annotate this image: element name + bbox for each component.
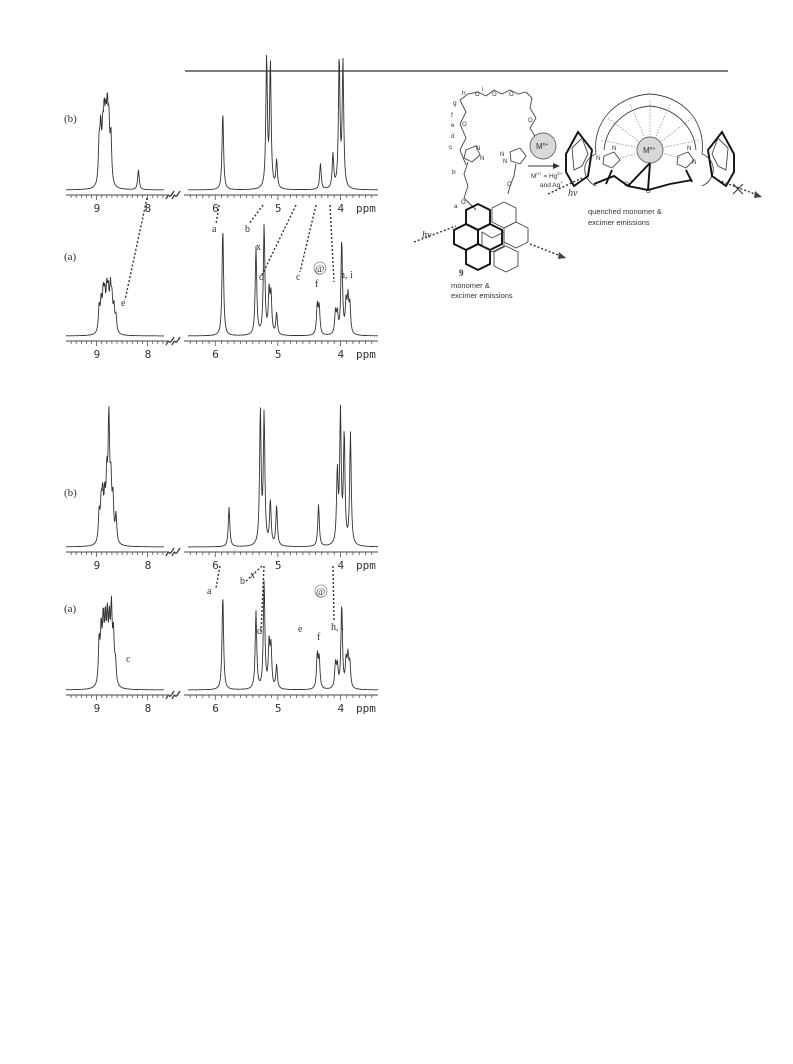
sensing-scheme	[414, 86, 762, 300]
peak-label: a	[212, 224, 217, 235]
axis-unit-label: ppm	[356, 348, 376, 361]
oxygen-atom: O	[462, 122, 467, 128]
peak-label: c	[126, 654, 131, 665]
peak-label: a	[207, 586, 212, 597]
tick-label: 5	[274, 559, 282, 572]
correlation-line	[249, 205, 263, 224]
chain-label: d	[451, 133, 455, 140]
caption-line: quenched monomer &	[588, 207, 662, 216]
tick-label: 4	[337, 348, 345, 361]
chain-label: h	[462, 90, 466, 97]
peak-label-solvent: @	[315, 264, 325, 275]
peak-label: h, i	[331, 622, 344, 633]
nitrogen-atom: N	[500, 152, 505, 158]
tick-label: 6	[212, 559, 219, 572]
trace-label-b: (b)	[64, 487, 77, 499]
chain-label: g	[453, 100, 457, 107]
axis-unit-label: ppm	[356, 702, 376, 715]
spectrum-trace-b	[66, 405, 378, 547]
tick-label: 4	[337, 559, 345, 572]
nitrogen-atom: N	[612, 146, 617, 152]
compound-number: 9	[459, 268, 464, 278]
tick-label: 6	[212, 202, 219, 215]
nitrogen-atom: N	[476, 146, 481, 152]
chain-label: c	[449, 144, 453, 151]
axis-unit-label: ppm	[356, 202, 376, 215]
reagent-line: $M^{n+} = Hg^{2+}$	[531, 171, 563, 180]
tick-label: 5	[274, 202, 282, 215]
peak-label: f	[317, 632, 321, 643]
peak-label: e	[121, 298, 126, 309]
peak-label: f	[315, 279, 319, 290]
chain-label: a	[454, 203, 458, 210]
axis-break-icon	[166, 191, 180, 199]
ppm-axis	[66, 691, 378, 715]
spectrum-trace-b	[66, 55, 378, 190]
peak-label: b	[240, 576, 245, 587]
triazole-ring-left	[603, 152, 620, 168]
metal-complex-structure	[548, 94, 762, 227]
oxygen-atom: O	[509, 92, 514, 98]
oxygen-atom: O	[461, 200, 466, 206]
tick-label: 8	[144, 702, 152, 715]
tick-label: 9	[93, 559, 101, 572]
reagent-metal-ion	[528, 133, 563, 189]
pyrene-right	[482, 202, 528, 272]
chain-label: i	[482, 86, 484, 93]
nmr-panel-bottom	[64, 405, 378, 715]
oxygen-atom: O	[492, 92, 497, 98]
peak-label: d	[259, 272, 264, 283]
axis-unit-label: ppm	[356, 559, 376, 572]
oxygen-atom: O	[646, 189, 651, 195]
oxygen-atom: O	[475, 92, 480, 98]
linker	[464, 162, 476, 210]
tick-label: 8	[144, 202, 152, 215]
linker	[508, 164, 516, 194]
hv-label: hν	[568, 188, 578, 199]
peak-label: e	[298, 624, 303, 635]
peak-label: x	[256, 242, 261, 253]
ppm-axis	[66, 548, 378, 572]
tick-label: 6	[212, 702, 219, 715]
correlation-line	[300, 205, 316, 272]
spectrum-trace-a	[66, 224, 378, 336]
peak-label-solvent: @	[316, 587, 326, 598]
tick-label: 9	[93, 348, 101, 361]
emission-arrowhead	[754, 191, 762, 198]
correlation-line	[330, 205, 334, 282]
ppm-axis	[66, 191, 378, 215]
axis-break-icon	[166, 548, 180, 556]
peak-label: x	[250, 570, 255, 581]
axis-break-icon	[166, 337, 180, 345]
trace-label-b: (b)	[64, 113, 77, 125]
chain-label: b	[452, 169, 456, 176]
pyrene-right	[708, 132, 734, 186]
correlation-line	[333, 566, 334, 620]
reaction-arrowhead	[553, 163, 560, 169]
nitrogen-atom: N	[687, 146, 692, 152]
tick-label: 8	[144, 559, 152, 572]
tick-label: 9	[93, 202, 101, 215]
caption-line: monomer &	[451, 281, 490, 290]
spectrum-trace-a	[66, 580, 378, 690]
caption-line: excimer emissions	[451, 291, 513, 300]
nitrogen-atom: N	[503, 159, 508, 165]
reagent-line: and Ag+	[540, 180, 563, 189]
tick-label: 9	[93, 702, 101, 715]
trace-label-a: (a)	[64, 603, 77, 615]
peak-label: d	[257, 626, 262, 637]
oxygen-atom: O	[624, 182, 629, 188]
oxygen-atom: O	[507, 182, 512, 188]
oxygen-atom: O	[528, 118, 533, 124]
tick-label: 4	[337, 702, 345, 715]
nitrogen-atom: N	[480, 156, 485, 162]
hv-label: hν	[422, 230, 432, 241]
ppm-axis	[66, 337, 378, 361]
tick-label: 5	[274, 702, 282, 715]
tick-label: 8	[144, 348, 152, 361]
caption-line: excimer emissions	[588, 218, 650, 227]
tick-label: 4	[337, 202, 345, 215]
nitrogen-atom: N	[596, 156, 601, 162]
nmr-panel-top	[64, 55, 378, 361]
triazole-ring-right	[510, 148, 526, 164]
bound-metal-symbol: $M^{n+}$	[643, 146, 656, 155]
chain-label: f	[451, 112, 453, 119]
excitation-arrow	[414, 226, 456, 242]
metal-ion-symbol: $M^{n+}$	[536, 142, 549, 151]
nitrogen-atom: N	[692, 160, 697, 166]
peak-label: c	[296, 272, 301, 283]
tick-label: 5	[274, 348, 282, 361]
axis-break-icon	[166, 691, 180, 699]
emission-arrowhead	[558, 252, 566, 259]
compound-9-structure	[414, 86, 566, 300]
trace-label-a: (a)	[64, 251, 77, 263]
complex-base	[606, 163, 692, 190]
peak-label: b	[245, 224, 250, 235]
correlation-line	[262, 205, 296, 275]
chain-label: e	[451, 122, 455, 129]
tick-label: 6	[212, 348, 219, 361]
peak-label: h, i	[340, 270, 353, 281]
